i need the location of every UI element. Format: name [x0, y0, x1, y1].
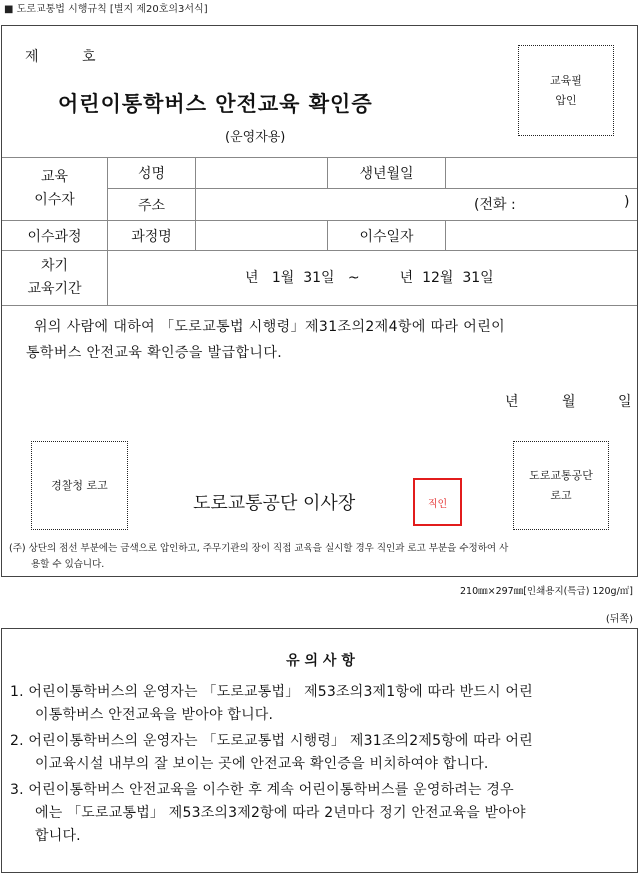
- footnote-line1: (주) 상단의 점선 부분에는 금색으로 압인하고, 주무기관의 장이 직접 교육을 실시할 경우 직인과 로고 부분을 수정하여 사: [9, 543, 509, 554]
- birth-date-label: 생년월일: [359, 166, 414, 182]
- trainee-label-line2: 이수자: [34, 192, 75, 208]
- completion-date-label: 이수일자: [359, 228, 414, 245]
- name-label: 성명: [137, 166, 166, 182]
- note-item: [10, 681, 634, 727]
- form-reference: ■ 도로교통법 시행규칙 [별지 제20호의3서식]: [4, 4, 208, 15]
- certificate-title: 어린이통학버스 안전교육 확인증: [58, 92, 373, 116]
- seal-box: [518, 45, 614, 136]
- date-day: 일: [618, 394, 632, 410]
- birth-date-field[interactable]: [446, 158, 637, 188]
- address-field[interactable]: [196, 189, 637, 220]
- note-2-line2: 이교육시설 내부의 잘 보이는 곳에 안전교육 확인증을 비치하여야 합니다.: [35, 756, 489, 772]
- authority-logo-box: [513, 441, 609, 530]
- date-month: 월: [562, 394, 576, 410]
- note-1-line1: 1. 어린이통학버스의 운영자는 「도로교통법」 제53조의3제1항에 따라 반드시 어린: [10, 684, 533, 700]
- course-name-label: 과정명: [131, 228, 172, 245]
- phone-label: (전화 :: [474, 197, 516, 213]
- course-name-field[interactable]: [196, 221, 327, 250]
- name-field[interactable]: [196, 158, 327, 188]
- certificate-subtitle: (운영자용): [225, 130, 286, 145]
- date-year: 년: [505, 394, 519, 410]
- note-3-line2: 에는 「도로교통법」 제53조의3제2항에 따라 2년마다 정기 안전교육을 받아야: [35, 805, 526, 821]
- note-3-line3: 합니다.: [35, 828, 81, 844]
- next-period-label-line1: 차기: [40, 258, 69, 274]
- note-3-line1: 3. 어린이통학버스 안전교육을 이수한 후 계속 어린이통학버스를 운영하려는 경우: [10, 782, 514, 798]
- seal-box-line2: 압인: [555, 93, 577, 107]
- official-stamp: 직인: [413, 478, 462, 526]
- notes-title: 유 의 사 항: [286, 653, 355, 669]
- certificate-number-suffix: 호: [82, 49, 96, 65]
- note-2-line1: 2. 어린이통학버스의 운영자는 「도로교통법 시행령」 제31조의2제5항에 따라 어린: [10, 733, 533, 749]
- issuer-name: 도로교통공단 이사장: [193, 493, 356, 514]
- seal-box-line1: 교육필: [550, 73, 582, 87]
- notes-list: [10, 681, 634, 848]
- trainee-label-line1: 교육: [40, 169, 69, 185]
- note-item: [10, 730, 634, 776]
- authority-logo-line1: 도로교통공단: [529, 468, 593, 482]
- statement-line1: 위의 사람에 대하여 「도로교통법 시행령」제31조의2제4항에 따라 어린이: [34, 319, 506, 335]
- next-period-label-line2: 교육기간: [27, 281, 82, 297]
- completion-date-field[interactable]: [446, 221, 637, 250]
- next-period-label: [2, 251, 107, 305]
- police-logo-label: 경찰청 로고: [51, 478, 108, 492]
- note-item: [10, 779, 634, 848]
- footnote-line2: 용할 수 있습니다.: [31, 559, 105, 570]
- statement: [26, 314, 506, 366]
- footnote: [9, 541, 508, 573]
- authority-logo-line2: 로고: [550, 488, 572, 502]
- phone-close-paren: ): [624, 194, 630, 210]
- police-logo-box: [31, 441, 128, 530]
- row-divider: [2, 305, 637, 306]
- trainee-label: [2, 158, 107, 220]
- note-1-line2: 이통학버스 안전교육을 받아야 합니다.: [35, 707, 274, 723]
- back-side-label: (뒤쪽): [605, 614, 633, 625]
- certificate-number-label: 제: [25, 49, 39, 65]
- address-label: 주소: [137, 197, 166, 214]
- next-period-value: 년 1월 31일 ~ 년 12월 31일: [245, 270, 494, 286]
- statement-line2: 통학버스 안전교육 확인증을 발급합니다.: [26, 345, 283, 361]
- course-label: 이수과정: [27, 228, 82, 245]
- paper-spec: 210㎜×297㎜[인쇄용지(특급) 120g/㎡]: [460, 586, 633, 597]
